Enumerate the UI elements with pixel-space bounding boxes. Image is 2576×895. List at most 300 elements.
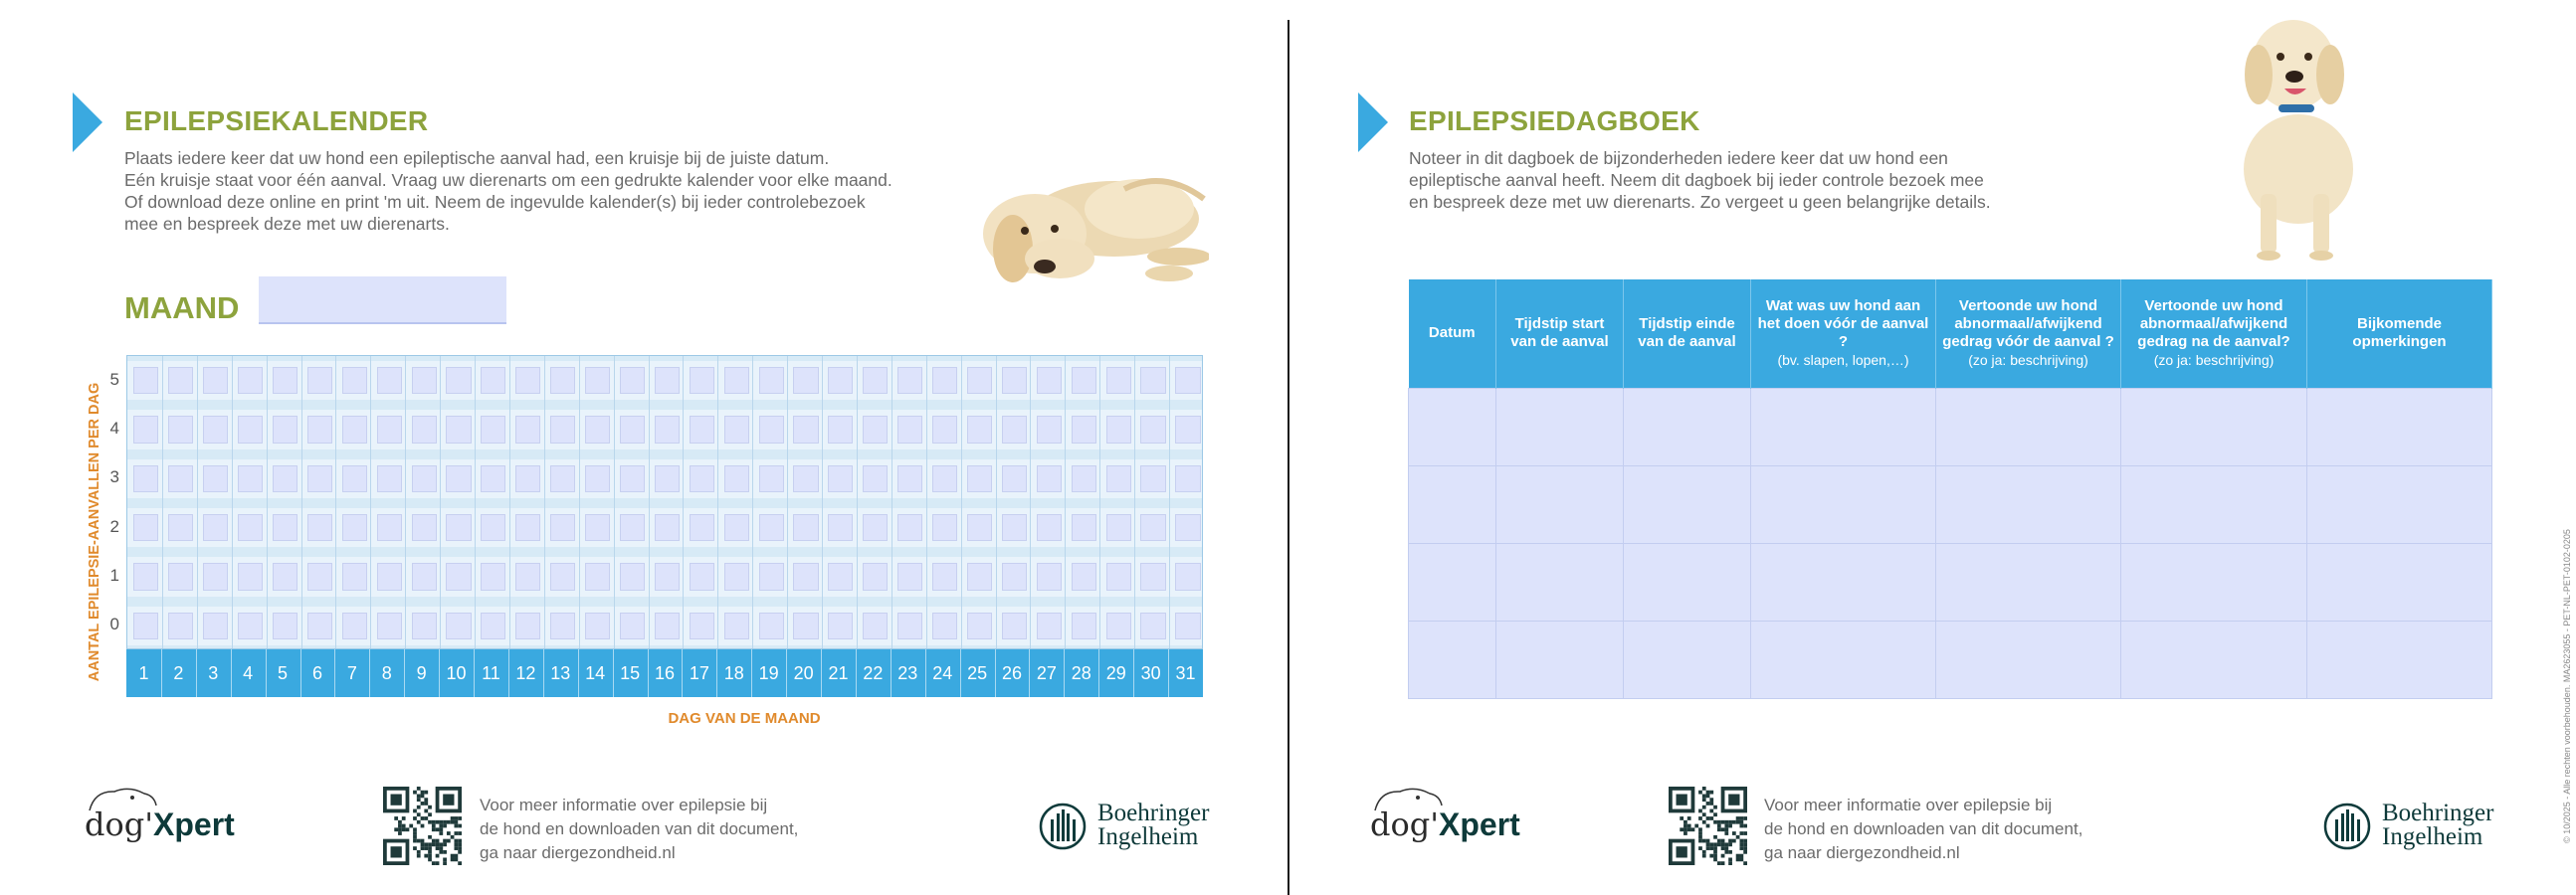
seizure-cell[interactable] bbox=[1037, 367, 1062, 395]
seizure-cell[interactable] bbox=[1140, 514, 1165, 542]
day-label: 27 bbox=[1036, 663, 1057, 683]
seizure-cell[interactable] bbox=[793, 465, 818, 493]
seizure-cell[interactable] bbox=[724, 514, 749, 542]
seizure-cell[interactable] bbox=[932, 563, 957, 591]
seizure-cell[interactable] bbox=[1106, 367, 1131, 395]
seizure-cell[interactable] bbox=[273, 613, 297, 640]
seizure-cell[interactable] bbox=[1002, 613, 1027, 640]
seizure-cell[interactable] bbox=[446, 465, 471, 493]
seizure-cell[interactable] bbox=[1072, 367, 1096, 395]
seizure-cell[interactable] bbox=[515, 563, 540, 591]
seizure-cell[interactable] bbox=[515, 367, 540, 395]
seizure-cell[interactable] bbox=[793, 563, 818, 591]
diary-entry-cell[interactable] bbox=[2121, 465, 2307, 543]
seizure-cell[interactable] bbox=[724, 563, 749, 591]
seizure-cell[interactable] bbox=[897, 416, 922, 444]
day-separator bbox=[1029, 649, 1030, 697]
seizure-cell[interactable] bbox=[863, 563, 888, 591]
day-separator bbox=[300, 649, 301, 697]
seizure-cell[interactable] bbox=[967, 465, 992, 493]
seizure-cell[interactable] bbox=[342, 367, 367, 395]
seizure-cell[interactable] bbox=[412, 416, 437, 444]
seizure-cell[interactable] bbox=[793, 367, 818, 395]
seizure-cell[interactable] bbox=[203, 465, 228, 493]
diary-entry-cell[interactable] bbox=[1936, 543, 2121, 621]
seizure-cell[interactable] bbox=[585, 613, 610, 640]
diary-entry-cell[interactable] bbox=[2121, 388, 2307, 465]
day-separator bbox=[925, 649, 926, 697]
day-label: 19 bbox=[758, 663, 779, 683]
seizure-cell[interactable] bbox=[897, 367, 922, 395]
seizure-cell[interactable] bbox=[133, 416, 158, 444]
seizure-cell[interactable] bbox=[377, 416, 402, 444]
calendar-intro bbox=[124, 147, 892, 235]
grid-column-line bbox=[614, 356, 615, 648]
seizure-cell[interactable] bbox=[481, 465, 505, 493]
seizure-cell[interactable] bbox=[1106, 563, 1131, 591]
diary-entry-cell[interactable] bbox=[1409, 388, 1496, 465]
day-separator bbox=[682, 649, 683, 697]
seizure-cell[interactable] bbox=[238, 514, 263, 542]
seizure-cell[interactable] bbox=[620, 465, 645, 493]
diary-entry-cell[interactable] bbox=[1496, 465, 1624, 543]
seizure-cell[interactable] bbox=[307, 514, 332, 542]
day-separator bbox=[960, 649, 961, 697]
diary-column-header bbox=[1496, 279, 1624, 388]
seizure-cell[interactable] bbox=[690, 514, 714, 542]
day-axis bbox=[126, 649, 1203, 697]
seizure-cell[interactable] bbox=[1140, 367, 1165, 395]
seizure-cell[interactable] bbox=[133, 514, 158, 542]
seizure-cell[interactable] bbox=[585, 563, 610, 591]
seizure-cell[interactable] bbox=[481, 613, 505, 640]
diary-entry-cell[interactable] bbox=[2307, 388, 2492, 465]
seizure-cell[interactable] bbox=[481, 514, 505, 542]
seizure-cell[interactable] bbox=[342, 416, 367, 444]
seizure-cell[interactable] bbox=[655, 563, 680, 591]
seizure-cell[interactable] bbox=[1002, 465, 1027, 493]
seizure-cell[interactable] bbox=[1175, 514, 1200, 542]
seizure-cell[interactable] bbox=[203, 367, 228, 395]
day-label: 14 bbox=[585, 663, 606, 683]
seizure-cell[interactable] bbox=[203, 563, 228, 591]
seizure-cell[interactable] bbox=[655, 416, 680, 444]
seizure-cell[interactable] bbox=[238, 416, 263, 444]
grid-column-line bbox=[752, 356, 753, 648]
seizure-cell[interactable] bbox=[932, 416, 957, 444]
seizure-cell[interactable] bbox=[897, 563, 922, 591]
seizure-cell[interactable] bbox=[1106, 465, 1131, 493]
grid-column-line bbox=[162, 356, 163, 648]
diary-entry-cell[interactable] bbox=[1751, 621, 1936, 698]
seizure-cell[interactable] bbox=[1037, 416, 1062, 444]
seizure-cell[interactable] bbox=[133, 613, 158, 640]
seizure-cell[interactable] bbox=[967, 613, 992, 640]
diary-entry-cell[interactable] bbox=[1409, 465, 1496, 543]
seizure-cell[interactable] bbox=[967, 367, 992, 395]
day-label: 3 bbox=[208, 663, 219, 683]
seizure-cell[interactable] bbox=[1175, 416, 1200, 444]
grid-column-line bbox=[683, 356, 684, 648]
seizure-cell[interactable] bbox=[1037, 563, 1062, 591]
diary-entry-cell[interactable] bbox=[1496, 621, 1624, 698]
seizure-cell[interactable] bbox=[828, 465, 853, 493]
day-separator bbox=[1064, 649, 1065, 697]
seizure-cell[interactable] bbox=[307, 613, 332, 640]
seizure-cell[interactable] bbox=[1106, 613, 1131, 640]
y-tick-label: 4 bbox=[109, 419, 119, 438]
seizure-cell[interactable] bbox=[759, 367, 784, 395]
day-separator bbox=[369, 649, 370, 697]
seizure-cell[interactable] bbox=[724, 367, 749, 395]
seizure-cell[interactable] bbox=[377, 613, 402, 640]
seizure-cell[interactable] bbox=[585, 416, 610, 444]
grid-column-line bbox=[1030, 356, 1031, 648]
grid-column-line bbox=[1099, 356, 1100, 648]
grid-column-line bbox=[509, 356, 510, 648]
diary-entry-cell[interactable] bbox=[1936, 465, 2121, 543]
seizure-cell[interactable] bbox=[759, 563, 784, 591]
seizure-cell[interactable] bbox=[307, 465, 332, 493]
seizure-cell[interactable] bbox=[655, 465, 680, 493]
grid-column-line bbox=[857, 356, 858, 648]
seizure-cell[interactable] bbox=[168, 613, 193, 640]
seizure-cell[interactable] bbox=[515, 514, 540, 542]
seizure-cell[interactable] bbox=[655, 367, 680, 395]
boehringer-name bbox=[1097, 802, 1209, 849]
qr-code-icon[interactable] bbox=[1669, 787, 1747, 865]
diary-entry-cell[interactable] bbox=[1751, 388, 1936, 465]
seizure-cell[interactable] bbox=[168, 563, 193, 591]
day-separator bbox=[543, 649, 544, 697]
seizure-cell[interactable] bbox=[1037, 465, 1062, 493]
seizure-cell[interactable] bbox=[863, 514, 888, 542]
grid-column-line bbox=[1134, 356, 1135, 648]
seizure-cell[interactable] bbox=[690, 563, 714, 591]
day-separator bbox=[334, 649, 335, 697]
seizure-cell[interactable] bbox=[342, 613, 367, 640]
dogxpert-suffix: Xpert bbox=[1439, 806, 1520, 842]
seizure-cell[interactable] bbox=[828, 416, 853, 444]
seizure-cell[interactable] bbox=[550, 613, 575, 640]
seizure-cell[interactable] bbox=[412, 613, 437, 640]
diary-column-header bbox=[1624, 279, 1751, 388]
seizure-cell[interactable] bbox=[446, 514, 471, 542]
seizure-cell[interactable] bbox=[967, 563, 992, 591]
seizure-cell[interactable] bbox=[273, 465, 297, 493]
diary-entry-cell[interactable] bbox=[1751, 543, 1936, 621]
month-input[interactable] bbox=[259, 276, 506, 324]
seizure-cell[interactable] bbox=[828, 563, 853, 591]
seizure-cell[interactable] bbox=[412, 367, 437, 395]
seizure-cell[interactable] bbox=[1140, 613, 1165, 640]
diary-row bbox=[1409, 543, 2492, 621]
seizure-cell[interactable] bbox=[307, 367, 332, 395]
seizure-cell[interactable] bbox=[481, 416, 505, 444]
calendar-intro-line: mee en bespreek deze met uw dierenarts. bbox=[124, 214, 450, 234]
seizure-cell[interactable] bbox=[655, 613, 680, 640]
seizure-cell[interactable] bbox=[1140, 563, 1165, 591]
seizure-cell[interactable] bbox=[759, 416, 784, 444]
seizure-cell[interactable] bbox=[446, 563, 471, 591]
diary-column-label: Vertoonde uw hond abnormaal/afwijkend gedrag vóór de aanval ? bbox=[1942, 297, 2114, 351]
seizure-cell[interactable] bbox=[863, 367, 888, 395]
seizure-cell[interactable] bbox=[307, 416, 332, 444]
day-separator bbox=[404, 649, 405, 697]
qr-code-icon[interactable] bbox=[383, 787, 462, 865]
seizure-diary-table bbox=[1408, 279, 2492, 699]
dogxpert-suffix: Xpert bbox=[153, 806, 235, 842]
seizure-cell[interactable] bbox=[515, 416, 540, 444]
seizure-cell[interactable] bbox=[620, 367, 645, 395]
day-label: 25 bbox=[967, 663, 988, 683]
seizure-cell[interactable] bbox=[1175, 367, 1200, 395]
seizure-cell[interactable] bbox=[1072, 613, 1096, 640]
seizure-cell[interactable] bbox=[238, 367, 263, 395]
seizure-cell[interactable] bbox=[203, 514, 228, 542]
grid-column-line bbox=[579, 356, 580, 648]
seizure-cell[interactable] bbox=[932, 367, 957, 395]
seizure-cell[interactable] bbox=[377, 563, 402, 591]
seizure-cell[interactable] bbox=[828, 367, 853, 395]
diary-entry-cell[interactable] bbox=[1936, 388, 2121, 465]
day-separator bbox=[856, 649, 857, 697]
diary-column-label: Wat was uw hond aan het doen vóór de aanval ? bbox=[1757, 297, 1929, 351]
footer-info bbox=[1764, 794, 2082, 865]
seizure-cell[interactable] bbox=[620, 514, 645, 542]
diary-entry-cell[interactable] bbox=[2307, 543, 2492, 621]
grid-column-line bbox=[475, 356, 476, 648]
seizure-cell[interactable] bbox=[1002, 367, 1027, 395]
seizure-cell[interactable] bbox=[168, 416, 193, 444]
seizure-cell[interactable] bbox=[168, 465, 193, 493]
grid-column-line bbox=[335, 356, 336, 648]
seizure-cell[interactable] bbox=[724, 613, 749, 640]
seizure-cell[interactable] bbox=[620, 613, 645, 640]
seizure-cell[interactable] bbox=[342, 563, 367, 591]
seizure-cell[interactable] bbox=[932, 465, 957, 493]
seizure-cell[interactable] bbox=[620, 563, 645, 591]
seizure-cell[interactable] bbox=[1072, 416, 1096, 444]
seizure-cell[interactable] bbox=[759, 465, 784, 493]
day-label: 11 bbox=[482, 663, 500, 683]
day-label: 20 bbox=[793, 663, 814, 683]
diary-intro-line: en bespreek deze met uw dierenarts. Zo vergeet u geen belangrijke details. bbox=[1409, 192, 1991, 212]
seizure-cell[interactable] bbox=[133, 563, 158, 591]
seizure-cell[interactable] bbox=[1072, 514, 1096, 542]
seizure-cell[interactable] bbox=[1175, 563, 1200, 591]
grid-column-line bbox=[649, 356, 650, 648]
diary-entry-cell[interactable] bbox=[2121, 543, 2307, 621]
grid-column-line bbox=[197, 356, 198, 648]
diary-entry-cell[interactable] bbox=[2307, 465, 2492, 543]
seizure-cell[interactable] bbox=[515, 613, 540, 640]
seizure-cell[interactable] bbox=[377, 514, 402, 542]
seizure-cell[interactable] bbox=[585, 367, 610, 395]
seizure-cell[interactable] bbox=[828, 613, 853, 640]
y-tick-label: 5 bbox=[109, 369, 119, 389]
diary-entry-cell[interactable] bbox=[1624, 388, 1751, 465]
seizure-cell[interactable] bbox=[238, 465, 263, 493]
diary-entry-cell[interactable] bbox=[1496, 388, 1624, 465]
diary-entry-cell[interactable] bbox=[1751, 465, 1936, 543]
grid-column-line bbox=[440, 356, 441, 648]
day-separator bbox=[1168, 649, 1169, 697]
grid-column-line bbox=[370, 356, 371, 648]
diary-entry-cell[interactable] bbox=[1624, 543, 1751, 621]
seizure-cell[interactable] bbox=[203, 416, 228, 444]
day-label: 18 bbox=[723, 663, 744, 683]
seizure-cell[interactable] bbox=[897, 613, 922, 640]
diary-entry-cell[interactable] bbox=[2121, 621, 2307, 698]
seizure-cell[interactable] bbox=[1072, 563, 1096, 591]
day-label: 21 bbox=[828, 663, 849, 683]
grid-column-line bbox=[787, 356, 788, 648]
seizure-cell[interactable] bbox=[446, 613, 471, 640]
diary-entry-cell[interactable] bbox=[1936, 621, 2121, 698]
seizure-cell[interactable] bbox=[238, 563, 263, 591]
calendar-intro-line: Of download deze online en print 'm uit. Neem de ingevulde kalender(s) bij ieder controlebezoek bbox=[124, 192, 866, 212]
seizure-cell[interactable] bbox=[203, 613, 228, 640]
grid-column-line bbox=[232, 356, 233, 648]
seizure-cell[interactable] bbox=[550, 367, 575, 395]
seizure-cell[interactable] bbox=[273, 416, 297, 444]
seizure-cell[interactable] bbox=[690, 416, 714, 444]
seizure-cell[interactable] bbox=[515, 465, 540, 493]
day-separator bbox=[508, 649, 509, 697]
diary-entry-cell[interactable] bbox=[1496, 543, 1624, 621]
seizure-cell[interactable] bbox=[412, 465, 437, 493]
day-separator bbox=[821, 649, 822, 697]
seizure-cell[interactable] bbox=[550, 514, 575, 542]
seizure-cell[interactable] bbox=[133, 367, 158, 395]
seizure-cell[interactable] bbox=[863, 416, 888, 444]
seizure-cell[interactable] bbox=[967, 416, 992, 444]
day-label: 4 bbox=[243, 663, 254, 683]
seizure-cell[interactable] bbox=[897, 514, 922, 542]
seizure-cell[interactable] bbox=[273, 563, 297, 591]
seizure-cell[interactable] bbox=[967, 514, 992, 542]
seizure-cell[interactable] bbox=[1002, 416, 1027, 444]
day-label: 7 bbox=[346, 663, 357, 683]
boehringer-mark-icon bbox=[1038, 802, 1088, 851]
seizure-cell[interactable] bbox=[377, 367, 402, 395]
seizure-cell[interactable] bbox=[863, 613, 888, 640]
boehringer-mark-icon bbox=[2322, 802, 2372, 851]
seizure-cell[interactable] bbox=[342, 465, 367, 493]
seizure-cell[interactable] bbox=[307, 563, 332, 591]
seizure-cell[interactable] bbox=[897, 465, 922, 493]
diary-entry-cell[interactable] bbox=[2307, 621, 2492, 698]
seizure-cell[interactable] bbox=[550, 563, 575, 591]
seizure-cell[interactable] bbox=[793, 613, 818, 640]
day-separator bbox=[266, 649, 267, 697]
boehringer-name-line: Boehringer bbox=[2382, 800, 2494, 826]
diary-row bbox=[1409, 465, 2492, 543]
day-separator bbox=[716, 649, 717, 697]
seizure-cell[interactable] bbox=[724, 416, 749, 444]
seizure-cell[interactable] bbox=[446, 367, 471, 395]
diary-column-label: Vertoonde uw hond abnormaal/afwijkend gedrag na de aanval? bbox=[2137, 297, 2290, 351]
seizure-cell[interactable] bbox=[863, 465, 888, 493]
seizure-cell[interactable] bbox=[655, 514, 680, 542]
seizure-cell[interactable] bbox=[793, 514, 818, 542]
seizure-grid bbox=[126, 355, 1203, 649]
diary-entry-cell[interactable] bbox=[1409, 621, 1496, 698]
seizure-cell[interactable] bbox=[1037, 613, 1062, 640]
seizure-cell[interactable] bbox=[342, 514, 367, 542]
seizure-cell[interactable] bbox=[412, 514, 437, 542]
seizure-cell[interactable] bbox=[550, 465, 575, 493]
seizure-cell[interactable] bbox=[1140, 465, 1165, 493]
seizure-cell[interactable] bbox=[1175, 613, 1200, 640]
seizure-cell[interactable] bbox=[446, 416, 471, 444]
diary-entry-cell[interactable] bbox=[1409, 543, 1496, 621]
seizure-cell[interactable] bbox=[1072, 465, 1096, 493]
seizure-cell[interactable] bbox=[168, 367, 193, 395]
seizure-cell[interactable] bbox=[550, 416, 575, 444]
boehringer-name-line: Ingelheim bbox=[1097, 823, 1199, 850]
day-label: 15 bbox=[620, 663, 641, 683]
seizure-cell[interactable] bbox=[273, 367, 297, 395]
seizure-cell[interactable] bbox=[690, 367, 714, 395]
day-label: 12 bbox=[515, 663, 536, 683]
seizure-cell[interactable] bbox=[1106, 514, 1131, 542]
diary-column-header bbox=[1409, 279, 1496, 388]
seizure-cell[interactable] bbox=[932, 613, 957, 640]
diary-entry-cell[interactable] bbox=[1624, 621, 1751, 698]
dogxpert-prefix: dog' bbox=[85, 806, 154, 843]
seizure-cell[interactable] bbox=[759, 613, 784, 640]
seizure-cell[interactable] bbox=[585, 514, 610, 542]
y-tick-label: 1 bbox=[109, 566, 119, 585]
seizure-cell[interactable] bbox=[412, 563, 437, 591]
boehringer-name-line: Ingelheim bbox=[2382, 823, 2483, 850]
day-label: 13 bbox=[550, 663, 571, 683]
seizure-cell[interactable] bbox=[168, 514, 193, 542]
seizure-cell[interactable] bbox=[238, 613, 263, 640]
y-tick-label: 3 bbox=[109, 467, 119, 487]
day-separator bbox=[751, 649, 752, 697]
seizure-cell[interactable] bbox=[377, 465, 402, 493]
seizure-cell[interactable] bbox=[481, 563, 505, 591]
diary-intro-line: epileptische aanval heeft. Neem dit dagboek bij ieder controle bezoek mee bbox=[1409, 170, 1984, 190]
seizure-cell[interactable] bbox=[133, 465, 158, 493]
seizure-cell[interactable] bbox=[793, 416, 818, 444]
seizure-cell[interactable] bbox=[273, 514, 297, 542]
diary-column-label: Bijkomende opmerkingen bbox=[2352, 315, 2447, 351]
seizure-cell[interactable] bbox=[759, 514, 784, 542]
lying-dog-image bbox=[965, 139, 1209, 293]
seizure-cell[interactable] bbox=[481, 367, 505, 395]
seizure-cell[interactable] bbox=[932, 514, 957, 542]
seizure-cell[interactable] bbox=[1002, 514, 1027, 542]
seizure-cell[interactable] bbox=[1037, 514, 1062, 542]
seizure-cell[interactable] bbox=[1175, 465, 1200, 493]
diary-entry-cell[interactable] bbox=[1624, 465, 1751, 543]
dogxpert-prefix: dog' bbox=[1370, 806, 1440, 843]
seizure-cell[interactable] bbox=[690, 465, 714, 493]
seizure-cell[interactable] bbox=[1140, 416, 1165, 444]
seizure-cell[interactable] bbox=[1002, 563, 1027, 591]
seizure-cell[interactable] bbox=[690, 613, 714, 640]
seizure-cell[interactable] bbox=[724, 465, 749, 493]
seizure-cell[interactable] bbox=[828, 514, 853, 542]
seizure-cell[interactable] bbox=[620, 416, 645, 444]
day-label: 31 bbox=[1175, 663, 1196, 683]
seizure-cell[interactable] bbox=[1106, 416, 1131, 444]
seizure-cell[interactable] bbox=[585, 465, 610, 493]
